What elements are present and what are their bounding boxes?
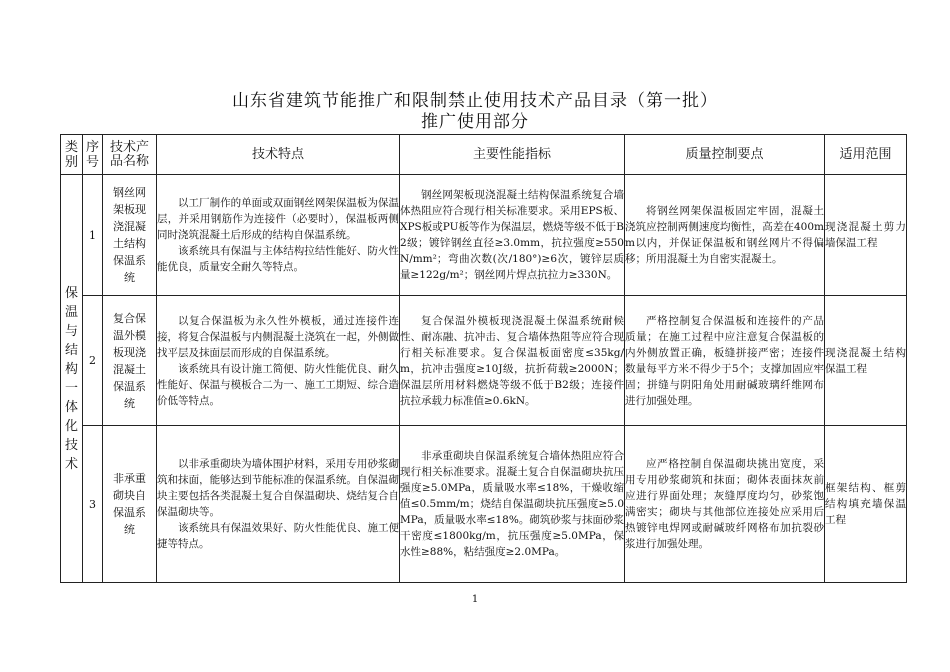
- row-name: 复合保温外模板现浇混凝土保温系统: [103, 296, 157, 426]
- header-performance: 主要性能指标: [400, 135, 625, 175]
- document-subtitle: 推广使用部分: [421, 112, 529, 132]
- row-quality: 严格控制复合保温板和连接件的产品质量；在施工过程中应注意复合保温板的内外侧放置正确，板缝拼接严密；连接件数量每平方米不得少于5个；支撑加固应牢固；拼缝与阴阳角处用耐碱玻璃纤维网布进行加强处理。: [625, 296, 825, 426]
- row-seq: 2: [83, 296, 103, 426]
- row-name: 钢丝网架板现浇混凝土结构保温系统: [103, 175, 157, 296]
- document-title: 山东省建筑节能推广和限制禁止使用技术产品目录（第一批）: [232, 91, 718, 111]
- category-cell: [61, 175, 83, 583]
- header-scope: 适用范围: [825, 135, 907, 175]
- row-performance: 复合保温外模板现浇混凝土保温系统耐候性、耐冻融、抗冲击、复合墙体热阻等应符合现行相关标准要求。复合保温板面密度≤35kg/m，抗冲击强度≥10J级，抗折荷载≥2000N；保温层所用材料燃烧等级不低于B2级；连接件抗拉承载力标准值≥0.6kN。: [400, 296, 625, 426]
- row-name: 非承重砌块自保温系统: [103, 426, 157, 583]
- row-seq: 3: [83, 426, 103, 583]
- table-row: [61, 175, 907, 296]
- row-features: 以工厂制作的单面或双面钢丝网架保温板为保温层，并采用钢筋作为连接件（必要时），保温板两侧同时浇筑混凝土后形成的结构自保温系统。 该系统具有保温与主体结构拉结性能好、防火性能优良，质量安全耐久等特点。: [157, 175, 400, 296]
- page-number: 1: [471, 594, 479, 605]
- header-name: 技术产品名称: [103, 135, 157, 175]
- row-scope: 现浇混凝土剪力墙保温工程: [825, 175, 907, 296]
- row-seq: 1: [83, 175, 103, 296]
- category-label: 保温与结构一体化技术: [64, 285, 78, 472]
- row-performance: 钢丝网架板现浇混凝土结构保温系统复合墙体热阻应符合现行相关标准要求。采用EPS板、XPS板或PU板等作为保温层，燃烧等级不低于B2级；镀锌钢丝直径≥3.0mm，抗拉强度≥550N/mm²；弯曲次数(次/180°)≥6次，镀锌层质量≥122g/m²；钢丝网片焊点抗拉力≥330N。: [400, 175, 625, 296]
- row-features: 以复合保温板为永久性外模板，通过连接件连接，将复合保温板与内侧混凝土浇筑在一起，外侧做找平层及抹面层而形成的自保温系统。 该系统具有设计施工简便、防火性能优良、耐久性能好、保温与模板合二为一、施工工期短、综合造价低等特点。: [157, 296, 400, 426]
- row-scope: 现浇混凝土结构保温工程: [825, 296, 907, 426]
- catalog-table: [60, 134, 907, 583]
- header-seq: 序号: [83, 135, 103, 175]
- header-category: 类别: [61, 135, 83, 175]
- table-row: [61, 426, 907, 583]
- row-performance: 非承重砌块自保温系统复合墙体热阻应符合现行相关标准要求。混凝土复合自保温砌块抗压强度≥5.0MPa，质量吸水率≤18%，干燥收缩值≤0.5mm/m；烧结自保温砌块抗压强度≥5.0MPa，质量吸水率≤18%。砌筑砂浆与抹面砂浆干密度≤1800kg/m，抗压强度≥5.0MPa，保水性≥88%，粘结强度≥2.0MPa。: [400, 426, 625, 583]
- header-features: 技术特点: [157, 135, 400, 175]
- row-features: 以非承重砌块为墙体围护材料，采用专用砂浆砌筑和抹面，能够达到节能标准的保温系统。自保温砌块主要包括各类混凝土复合自保温砌块、烧结复合自保温砌块等。 该系统具有保温效果好、防火性能优良、施工便捷等特点。: [157, 426, 400, 583]
- row-quality: 将钢丝网架保温板固定牢固，混凝土浇筑应控制两侧速度均衡性，高差在400mm以内，并保证保温板和钢丝网片不得偏移；所用混凝土为自密实混凝土。: [625, 175, 825, 296]
- table-row: [61, 296, 907, 426]
- row-quality: 应严格控制自保温砌块挑出宽度，采用专用砂浆砌筑和抹面；砌体表面抹灰前应进行界面处理；灰缝厚度均匀，砂浆饱满密实；砌块与其他部位连接处应采用后热镀锌电焊网或耐碱玻纤网格布加抗裂砂浆进行加强处理。: [625, 426, 825, 583]
- header-quality: 质量控制要点: [625, 135, 825, 175]
- row-scope: 框架结构、框剪结构填充墙保温工程: [825, 426, 907, 583]
